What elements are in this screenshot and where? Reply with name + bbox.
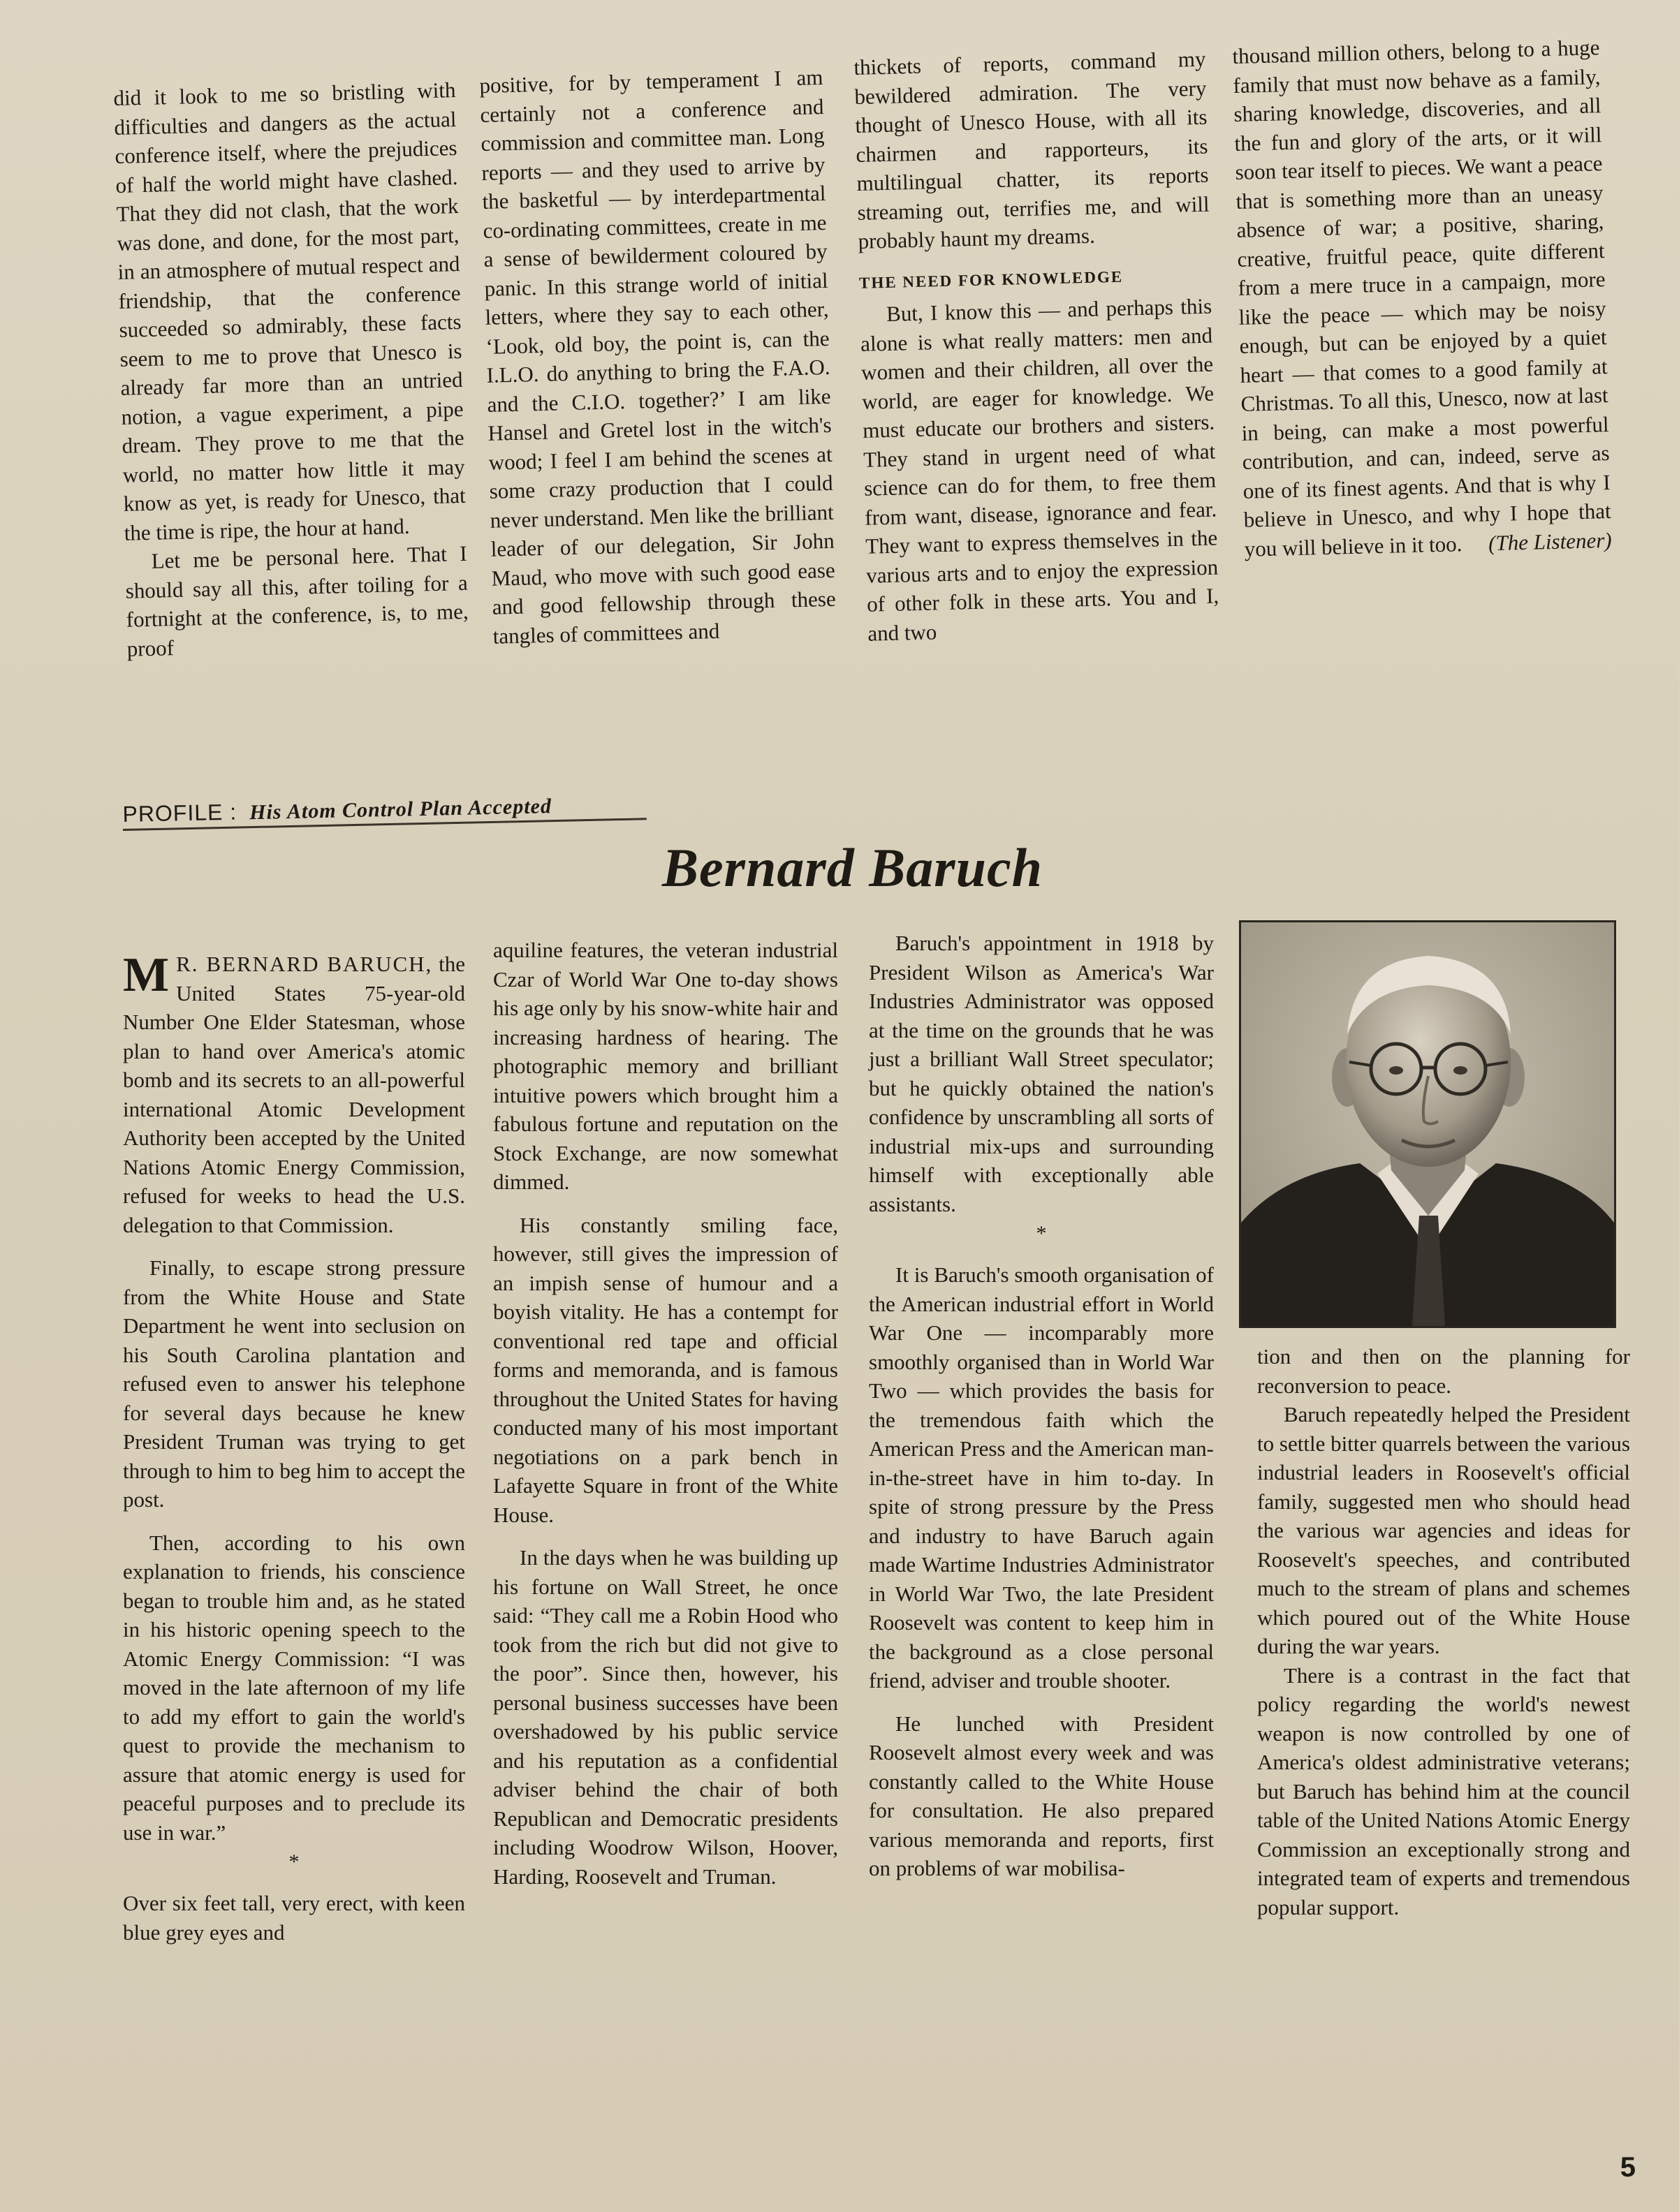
profile-col1-text-1: the United States 75-year-old Number One Elder Statesman, whose plan to hand over America's atomic bomb and its secrets to an all-powerful international Atomic Development Authority been accepted by the United Nations Atomic Energy Commission, refused for weeks to head the U.S. delegation to that Commission.: [123, 952, 466, 1237]
top-col4-para-1: [1232, 33, 1612, 563]
profile-col3-para-2: It is Baruch's smooth organisation of the American industrial effort in World War One — incomparably more smoothly organised than in World War Two — which provides the basis for the tremendous faith which the American Press and the American man-in-the-street have in him to-day. In spite of strong pressure by the Press and industry to have Baruch again made Wartime Industries Administrator in World War Two, the late President Roosevelt was content to keep him in the background as a close personal friend, adviser and trouble shooter.: [869, 1262, 1214, 1693]
top-column-3: [853, 45, 1220, 648]
profile-column-4: [1257, 1342, 1630, 1922]
top-col2-para-1: positive, for by temperament I am certainly not a conference and commission and committee man. Long reports — and they used to arrive by the basketful — by interdepartmental co-ordinating committees, create in me a sense of bewilderment coloured by panic. In this strange world of initial letters, where they say to each other, ‘Look, old boy, the point is, can the I.L.O. do anything to bring the F.A.O. and the C.I.O. together?’ I am like Hansel and Gretel lost in the witch's wood; I feel I am behind the scenes at some crazy production that I could never understand. Men like the brilliant leader of our delegation, Sir John Maud, who move with such good ease and good fellowship through these tangles of committees and: [479, 64, 837, 649]
profile-col2-para-3: In the days when he was building up his fortune on Wall Street, he once said: “They call me a Robin Hood who took from the rich but did not give to the poor”. Since then, however, his personal business successes have been overshadowed by his public service and his reputation as a confidential adviser behind the chair of both Republican and Democratic presidents including Woodrow Wilson, Hoover, Harding, Roosevelt and Truman.: [493, 1545, 838, 1889]
profile-col4-para-1: tion and then on the planning for reconversion to peace.: [1257, 1344, 1630, 1398]
separator-star: *: [1036, 1222, 1047, 1245]
profile-column-2: [493, 936, 838, 1891]
profile-column-3: [869, 929, 1214, 1883]
profile-column-1: [123, 950, 465, 1947]
profile-col1-para-4: Over six feet tall, very erect, with keen blue grey eyes and: [123, 1891, 465, 1945]
top-col1-para-1: did it look to me so bristling with difficulties and dangers as the actual conference itself, where the prejudices of half the world might have clashed. That they did not clash, that the work was done, and done, for the most part, in an atmosphere of mutual respect and friendship, that the conference succeeded so admirably, these facts seem to me to prove that Unesco is already far more than an untried notion, a vague experiment, a pipe dream. They prove to me that the world, no matter how little it may know as yet, is ready for Unesco, that the time is ripe, the hour at hand.: [113, 78, 466, 545]
top-column-2: [479, 63, 837, 651]
section-subhead: THE NEED FOR KNOWLEDGE: [858, 267, 1124, 292]
profile-col1-para-1: [123, 950, 465, 1239]
profile-col2-para-2: His constantly smiling face, however, still gives the impression of an impish sense of humour and a boyish vitality. He has a contempt for conventional red tape and official forms and memoranda, and is famous throughout the United States for having conducted many of his most important negotiations on a park bench in Lafayette Square in front of the White House.: [493, 1212, 838, 1527]
profile-col2-para-1: aquiline features, the veteran industrial Czar of World War One to-day shows his age only by his snow-white hair and increasing hardness of hearing. The photographic memory and brilliant intuitive powers which brought him a fabulous fortune and reputation on the Stock Exchange, are now somewhat dimmed.: [493, 938, 838, 1194]
profile-col1-para-3: Then, according to his own explanation to friends, his conscience began to trouble him and, as he stated in his historic opening speech to the Atomic Energy Commission: “I was moved in the late afternoon of my life to add my effort to gain the world's quest to provide the mechanism to assure that atomic energy is used for peaceful purposes and to preclude its use in war.”: [123, 1530, 465, 1845]
separator-star: *: [288, 1850, 300, 1873]
lead-caps: R. BERNARD BARUCH,: [176, 952, 433, 976]
top-col3-para-2: But, I know this — and perhaps this alone is what really matters: men and women and their children, all over the world, are eager for knowledge. We must educate our brothers and sisters. They stand in urgent need of what science can do for them, to free them from want, disease, ignorance and fear. They want to express themselves in the various arts and to enjoy the expression of other folk in these arts. You and I, and two: [860, 293, 1219, 646]
top-column-4: [1232, 33, 1612, 563]
top-col1-para-2: Let me be personal here. That I should say all this, after toiling for a fortnight at the conference, is, to me, proof: [125, 540, 469, 661]
page-number: 5: [1620, 2152, 1636, 2183]
profile-subtitle: His Atom Control Plan Accepted: [249, 795, 552, 825]
profile-col3-para-3: He lunched with President Roosevelt almost every week and was constantly called to the White House for consultation. He also prepared various memoranda and reports, first on problems of war mobilisa-: [869, 1711, 1214, 1880]
article-headline: Bernard Baruch: [662, 837, 1043, 898]
portrait-illustration: [1241, 922, 1614, 1326]
profile-label: PROFILE :: [122, 799, 237, 827]
source-credit: (The Listener): [1488, 527, 1613, 555]
profile-col3-para-1: Baruch's appointment in 1918 by President Wilson as America's War Industries Administrator was opposed at the time on the grounds that he was just a brilliant Wall Street speculator; but he quickly obtained the nation's confidence by unscrambling all sorts of industrial mix-ups and surrounding himself with exceptionally able assistants.: [869, 931, 1214, 1216]
top-col4-text: thousand million others, belong to a huge family that must now behave as a family, sharing knowledge, discoveries, and all the fun and glory of the arts, or it will soon tear itself to pieces. We want a peace that is something more than an uneasy absence of war; a positive, sharing, creative, fruitful peace, quite different from a mere truce in a campaign, more like the peace — which may be noisy enough, but can be enjoyed by a quiet heart — that comes to a good family at Christmas. To all this, Unesco, now at last in being, can make a most powerful contribution, and can, indeed, serve as one of its finest agents. And that is why I believe in Unesco, and why I hope that you will believe in it too.: [1232, 35, 1611, 561]
portrait-photo: [1239, 920, 1616, 1328]
drop-cap: M: [123, 948, 170, 1002]
top-column-1: [113, 75, 469, 663]
profile-col1-para-2: Finally, to escape strong pressure from the White House and State Department he went into seclusion on his South Carolina plantation and refused even to answer his telephone for several days because he knew President Truman was trying to get through to him to beg him to accept the post.: [123, 1255, 465, 1512]
profile-col4-para-3: There is a contrast in the fact that policy regarding the world's newest weapon is now controlled by one of America's oldest administrative veterans; but Baruch has behind him at the council table of the United Nations Atomic Energy Commission an exceptionally strong and integrated team of experts and tremendous popular support.: [1257, 1662, 1630, 1919]
profile-kicker: [122, 790, 647, 831]
profile-col4-para-2: Baruch repeatedly helped the President to settle bitter quarrels between the various industrial leaders in Roosevelt's official family, suggested men who should head the various war agencies and ideas for Roosevelt's speeches, and contributed much to the stream of plans and schemes which poured out of the White House during the war years.: [1257, 1402, 1630, 1658]
top-col3-para-1: thickets of reports, command my bewildered admiration. The very thought of Unesco House, with all its chairmen and rapporteurs, its multilingual chatter, its reports streaming out, terrifies me, and will probably haunt my dreams.: [853, 46, 1210, 253]
